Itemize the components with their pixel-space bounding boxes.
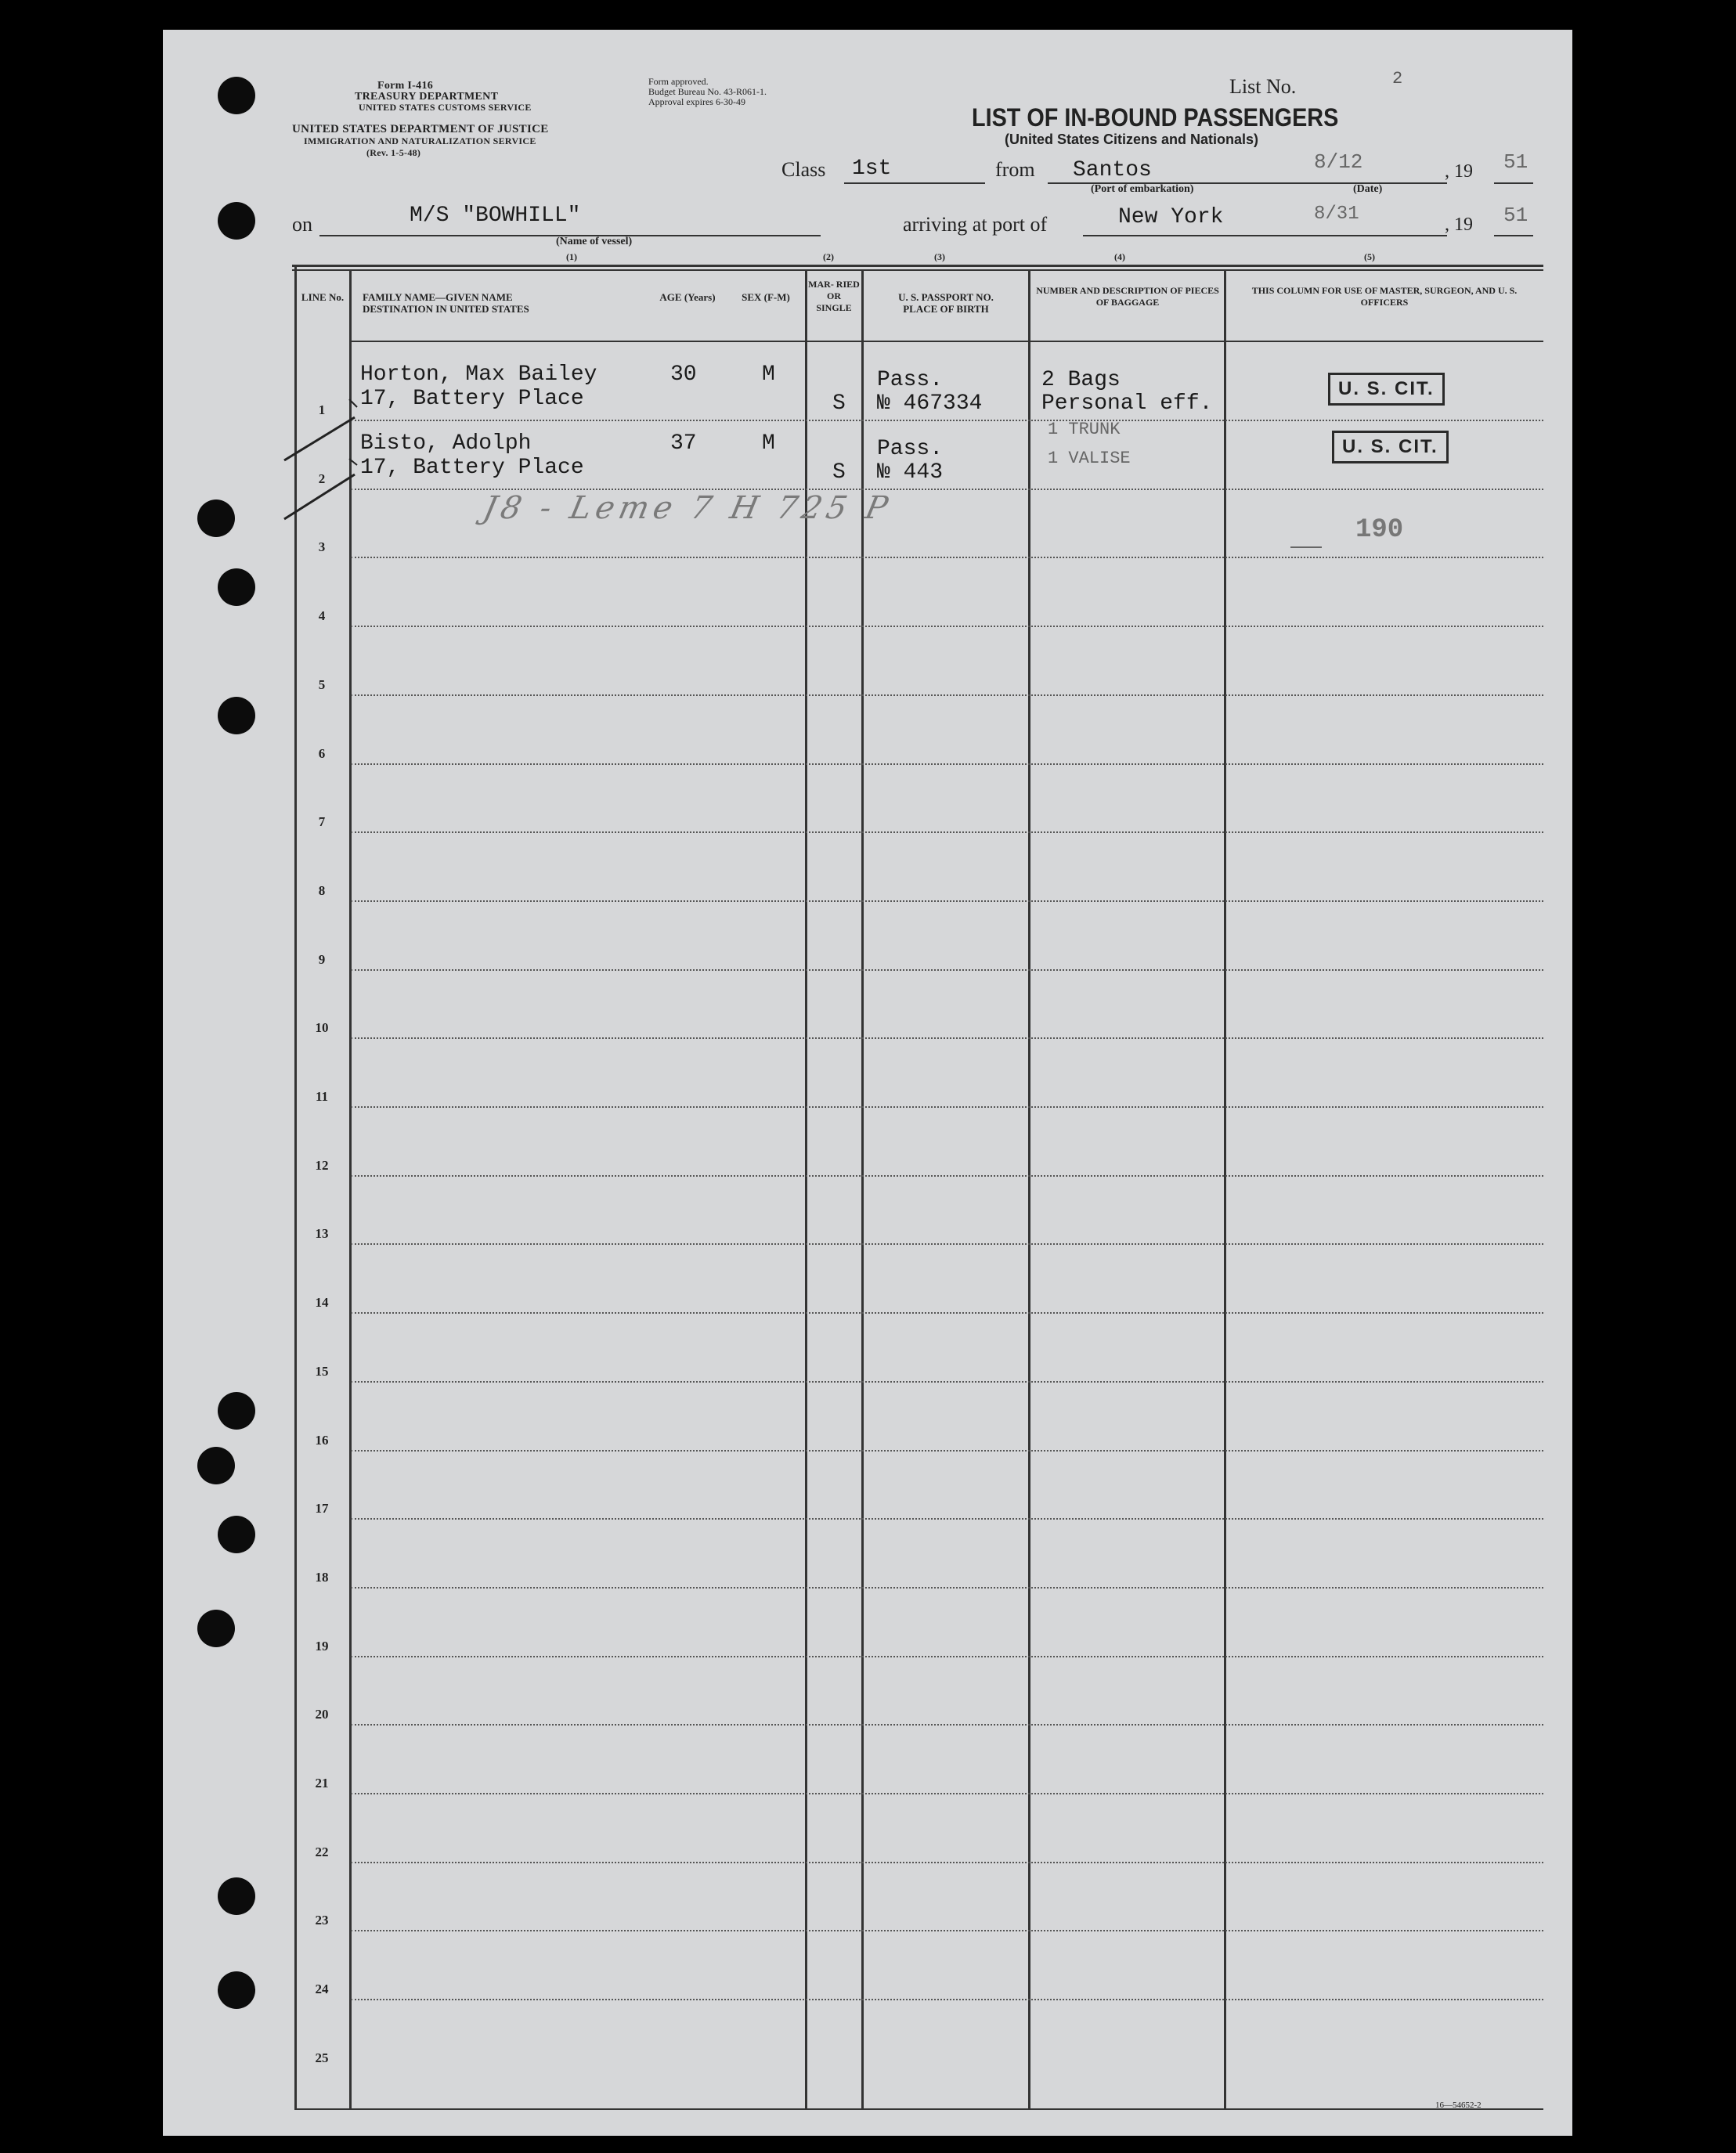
passenger-1-baggage-a: 2 Bags <box>1041 368 1121 392</box>
header-baggage: NUMBER AND DESCRIPTION OF PIECES OF BAGGAGE <box>1036 285 1219 308</box>
colnum-2: (2) <box>823 251 834 262</box>
col-divider-sex <box>805 269 807 2108</box>
row-divider <box>351 1656 1543 1657</box>
arrival-year-prefix: , 19 <box>1445 215 1473 235</box>
punch-hole <box>218 1877 255 1915</box>
row-number: 22 <box>315 1844 329 1859</box>
passenger-1-citizen-stamp: U. S. CIT. <box>1328 373 1445 406</box>
port-underline <box>1083 235 1294 236</box>
row-number: 23 <box>315 1913 329 1928</box>
passenger-1-baggage-c: 1 TRUNK <box>1048 420 1121 439</box>
row-number: 6 <box>318 745 326 761</box>
depart-date: 8/12 <box>1314 150 1363 174</box>
col-divider-name <box>349 269 352 2108</box>
on-label: on <box>292 213 312 236</box>
row-divider <box>351 1724 1543 1726</box>
punch-hole <box>218 1971 255 2009</box>
passenger-1-status: S <box>832 391 846 416</box>
arrival-date: 8/31 <box>1314 204 1359 225</box>
colnum-4: (4) <box>1114 251 1125 262</box>
form-number: Form I-416 <box>377 80 434 92</box>
approval-expires: Approval expires 6-30-49 <box>648 96 745 107</box>
colnum-3: (3) <box>934 251 945 262</box>
header-bottom-rule <box>349 341 1543 342</box>
passenger-2-citizen-stamp: U. S. CIT. <box>1332 431 1449 463</box>
form-title: LIST OF IN-BOUND PASSENGERS <box>972 103 1339 132</box>
budget-bureau: Budget Bureau No. 43-R061-1. <box>648 86 767 97</box>
customs-service: UNITED STATES CUSTOMS SERVICE <box>359 102 532 113</box>
punch-hole <box>197 1610 235 1647</box>
arrival-date-underline <box>1294 235 1447 236</box>
passenger-1-age: 30 <box>670 362 697 387</box>
revision-date: (Rev. 1-5-48) <box>366 147 421 158</box>
row-divider <box>351 969 1543 971</box>
arrival-year: 51 <box>1503 204 1528 227</box>
row-divider <box>351 1793 1543 1794</box>
header-married: MAR- RIED OR SINGLE <box>808 279 860 313</box>
passenger-1-name: Horton, Max Bailey <box>360 362 597 387</box>
row-divider <box>351 1175 1543 1177</box>
class-label: Class <box>781 158 826 181</box>
passenger-2-age: 37 <box>670 431 697 456</box>
arrival-year-underline <box>1494 235 1533 236</box>
row-divider <box>351 1999 1543 2000</box>
year-prefix: , 19 <box>1445 161 1473 182</box>
row-divider <box>351 1587 1543 1589</box>
col-divider-married <box>861 269 864 2108</box>
passenger-1-passport-a: Pass. <box>877 368 944 392</box>
port-caption: (Port of embarkation) <box>1091 183 1194 195</box>
punch-hole <box>197 1447 235 1484</box>
colnum-5: (5) <box>1364 251 1375 262</box>
count-annotation: 190 <box>1355 515 1404 545</box>
row-number: 13 <box>315 1226 329 1242</box>
row-divider <box>351 1930 1543 1931</box>
from-label: from <box>995 158 1035 181</box>
list-no-label: List No. <box>1229 75 1297 98</box>
row-divider <box>351 900 1543 902</box>
row-number: 19 <box>315 1638 329 1654</box>
passenger-1-passport-b: № 467334 <box>877 391 983 416</box>
row-divider <box>351 694 1543 696</box>
table-left-rule <box>294 265 297 2108</box>
ins-service: IMMIGRATION AND NATURALIZATION SERVICE <box>304 135 536 146</box>
passenger-2-destination: 17, Battery Place <box>360 456 584 480</box>
row-number: 25 <box>315 2050 329 2065</box>
row-divider <box>351 1243 1543 1245</box>
row-number: 12 <box>315 1157 329 1173</box>
row-number: 11 <box>315 1089 329 1104</box>
header-destination: DESTINATION IN UNITED STATES <box>363 303 529 315</box>
row-number: 17 <box>315 1501 329 1516</box>
row-divider <box>351 1381 1543 1383</box>
passenger-2-passport-a: Pass. <box>877 437 944 461</box>
class-value: 1st <box>852 157 892 181</box>
row-divider <box>351 1037 1543 1039</box>
year-underline <box>1494 182 1533 184</box>
row-divider <box>351 1518 1543 1520</box>
row-divider <box>351 1450 1543 1452</box>
passenger-2-status: S <box>832 460 846 485</box>
header-name: FAMILY NAME—GIVEN NAME <box>363 291 513 303</box>
passenger-1-destination: 17, Battery Place <box>360 387 584 411</box>
row-number: 2 <box>318 471 326 486</box>
header-birth: PLACE OF BIRTH <box>903 303 989 315</box>
form-subtitle: (United States Citizens and Nationals) <box>1005 132 1259 147</box>
punch-hole <box>218 1392 255 1430</box>
punch-hole <box>197 499 235 537</box>
row-number: 4 <box>318 608 326 624</box>
row-number: 10 <box>315 1020 329 1036</box>
punch-hole <box>218 202 255 240</box>
vessel-caption: (Name of vessel) <box>556 236 633 247</box>
row-divider <box>351 420 1543 421</box>
row-number: 16 <box>315 1432 329 1448</box>
row-number: 24 <box>315 1982 329 1997</box>
table-top-rule <box>292 265 1543 267</box>
arrival-port: New York <box>1118 205 1224 229</box>
row-number: 1 <box>318 402 326 417</box>
passenger-2-baggage-c: 1 VALISE <box>1048 449 1131 468</box>
punch-hole <box>218 1516 255 1553</box>
passenger-1-baggage-b: Personal eff. <box>1041 391 1213 416</box>
class-underline <box>844 182 985 184</box>
date-caption: (Date) <box>1353 183 1383 195</box>
row-number: 9 <box>318 951 326 967</box>
row-number: 15 <box>315 1363 329 1379</box>
footer-code: 16—54652-2 <box>1435 2101 1482 2110</box>
header-officers: THIS COLUMN FOR USE OF MASTER, SURGEON, AND U. S. OFFICERS <box>1251 285 1518 308</box>
passenger-2-passport-b: № 443 <box>877 460 944 485</box>
row-number: 3 <box>318 539 326 555</box>
form-approved: Form approved. <box>648 76 709 87</box>
punch-hole <box>218 697 255 734</box>
justice-dept: UNITED STATES DEPARTMENT OF JUSTICE <box>292 123 549 135</box>
from-value: Santos <box>1073 158 1152 182</box>
passenger-2-name: Bisto, Adolph <box>360 431 532 456</box>
row-number: 14 <box>315 1295 329 1311</box>
row-number: 20 <box>315 1707 329 1722</box>
treasury-dept: TREASURY DEPARTMENT <box>355 91 499 103</box>
row-divider <box>351 1862 1543 1863</box>
punch-hole <box>218 77 255 114</box>
col-divider-passport <box>1028 269 1030 2108</box>
punch-hole <box>218 568 255 606</box>
vessel-name: M/S "BOWHILL" <box>410 204 581 228</box>
row-number: 8 <box>318 882 326 898</box>
header-passport: U. S. PASSPORT NO. <box>898 291 994 303</box>
count-dash <box>1290 546 1322 548</box>
header-line-no: LINE No. <box>301 291 345 303</box>
handwritten-note: J8 - Leme 7 H 725 P <box>480 490 896 526</box>
row-divider <box>351 1106 1543 1108</box>
row-divider <box>351 831 1543 833</box>
check-marks <box>280 359 374 523</box>
passenger-1-sex: M <box>762 362 775 387</box>
row-divider <box>351 557 1543 558</box>
header-age: AGE (Years) <box>659 291 716 303</box>
table-bottom-rule <box>294 2108 1543 2110</box>
row-number: 7 <box>318 814 326 830</box>
row-divider <box>351 626 1543 627</box>
depart-year: 51 <box>1503 150 1528 174</box>
form-page <box>163 30 1572 2136</box>
header-sex: SEX (F-M) <box>742 291 790 303</box>
row-number: 21 <box>315 1776 329 1791</box>
table-top-rule-2 <box>292 269 1543 271</box>
row-divider <box>351 1312 1543 1314</box>
col-divider-baggage <box>1224 269 1226 2108</box>
colnum-1: (1) <box>566 251 577 262</box>
row-number: 5 <box>318 676 326 692</box>
arriving-label: arriving at port of <box>903 213 1048 236</box>
row-divider <box>351 763 1543 765</box>
list-no-value: 2 <box>1392 69 1403 88</box>
passenger-2-sex: M <box>762 431 775 456</box>
row-number: 18 <box>315 1569 329 1585</box>
